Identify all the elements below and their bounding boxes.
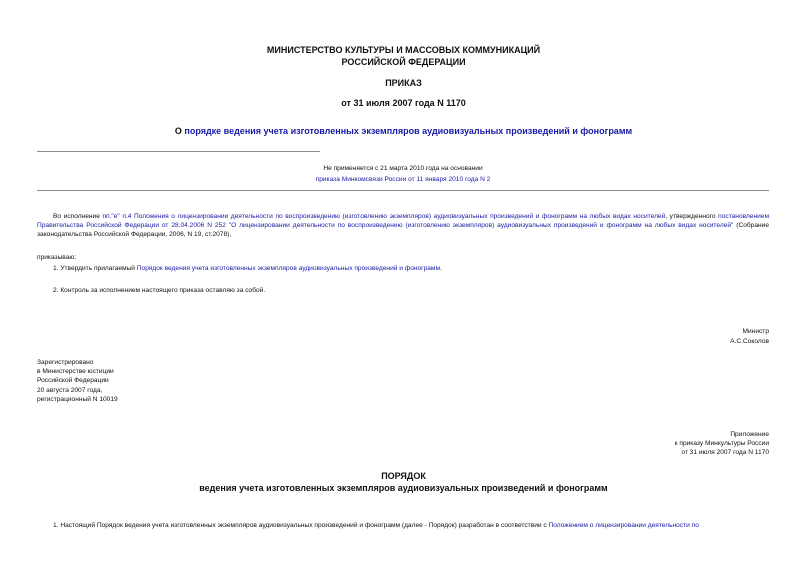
status-note: Не применяется с 21 марта 2010 года на основании: [323, 165, 483, 172]
signature-name: А.С.Соколов: [730, 338, 769, 345]
order-item-2: 2. Контроль за исполнением настоящего приказа оставляю за собой.: [53, 287, 266, 294]
status-note-link[interactable]: приказа Минкомсвязи России от 11 января 2010 года N 2: [315, 176, 491, 183]
procedure-title: ПОРЯДОК: [381, 471, 426, 481]
registration-line-2: в Министерстве юстиции: [37, 368, 114, 376]
intro-link-regulation[interactable]: пп."е" п.4 Положения о лицензировании деятельности по воспроизведению (изготовлению экземпляров) аудиовизуальных произведений и фонограмм на любых видах носителей: [102, 213, 666, 220]
ministry-name-line1: МИНИСТЕРСТВО КУЛЬТУРЫ И МАССОВЫХ КОММУНИКАЦИЙ: [266, 45, 541, 55]
signature-position: Министр: [742, 328, 769, 335]
document-title: [0, 125, 807, 137]
intro-text-3: (Собрание законодательства Российской Федерации, 2006, N 19, ст.2078),: [37, 222, 769, 239]
registration-block: [37, 358, 118, 404]
registration-line-1: Зарегистрировано: [37, 359, 94, 366]
order-word: приказываю:: [37, 254, 77, 261]
procedure-paragraph-1: [37, 521, 777, 530]
order-item-1-prefix: 1. Утвердить прилагаемый: [53, 265, 137, 272]
document-type: ПРИКАЗ: [385, 78, 422, 88]
separator-short: [37, 151, 320, 152]
appendix-block: [675, 430, 769, 458]
procedure-p1-text: 1. Настоящий Порядок ведения учета изготовленных экземпляров аудиовизуальных произведений и фонограмм (далее - Порядок) разработан в соответствии с: [53, 522, 549, 529]
procedure-p1-link[interactable]: Положением о лицензировании деятельности по: [548, 522, 699, 529]
registration-line-5: регистрационный N 10019: [37, 395, 118, 403]
order-item-1: [53, 264, 769, 273]
procedure-subtitle: ведения учета изготовленных экземпляров аудиовизуальных произведений и фонограмм: [199, 483, 608, 493]
title-prefix: О: [174, 126, 182, 136]
appendix-line-3: от 31 июля 2007 года N 1170: [681, 449, 769, 457]
order-item-1-suffix: .: [440, 265, 442, 272]
title-link[interactable]: порядке ведения учета изготовленных экземпляров аудиовизуальных произведений и фонограмм: [184, 126, 633, 136]
order-item-1-link[interactable]: Порядок ведения учета изготовленных экземпляров аудиовизуальных произведений и фонограмм: [136, 265, 440, 272]
separator-long: [37, 190, 769, 191]
intro-link-resolution[interactable]: постановлением Правительства Российской Федерации от 28.04.2006 N 252 "О лицензировании деятельности по воспроизведению (изготовлению экземпляров) аудиовизуальных произведений и фонограмм на любых видах носителей": [37, 213, 770, 230]
document-date: от 31 июля 2007 года N 1170: [341, 98, 466, 108]
registration-line-3: Российской Федерации: [37, 377, 109, 385]
ministry-name-line2: РОССИЙСКОЙ ФЕДЕРАЦИИ: [341, 57, 466, 67]
intro-text-1: Во исполнение: [53, 213, 103, 220]
registration-line-4: 20 августа 2007 года,: [37, 386, 103, 394]
intro-paragraph: [37, 212, 769, 240]
appendix-line-2: к приказу Минкультуры России: [674, 440, 769, 448]
appendix-line-1: Приложение: [730, 431, 769, 438]
intro-text-2: , утвержденного: [665, 213, 719, 220]
